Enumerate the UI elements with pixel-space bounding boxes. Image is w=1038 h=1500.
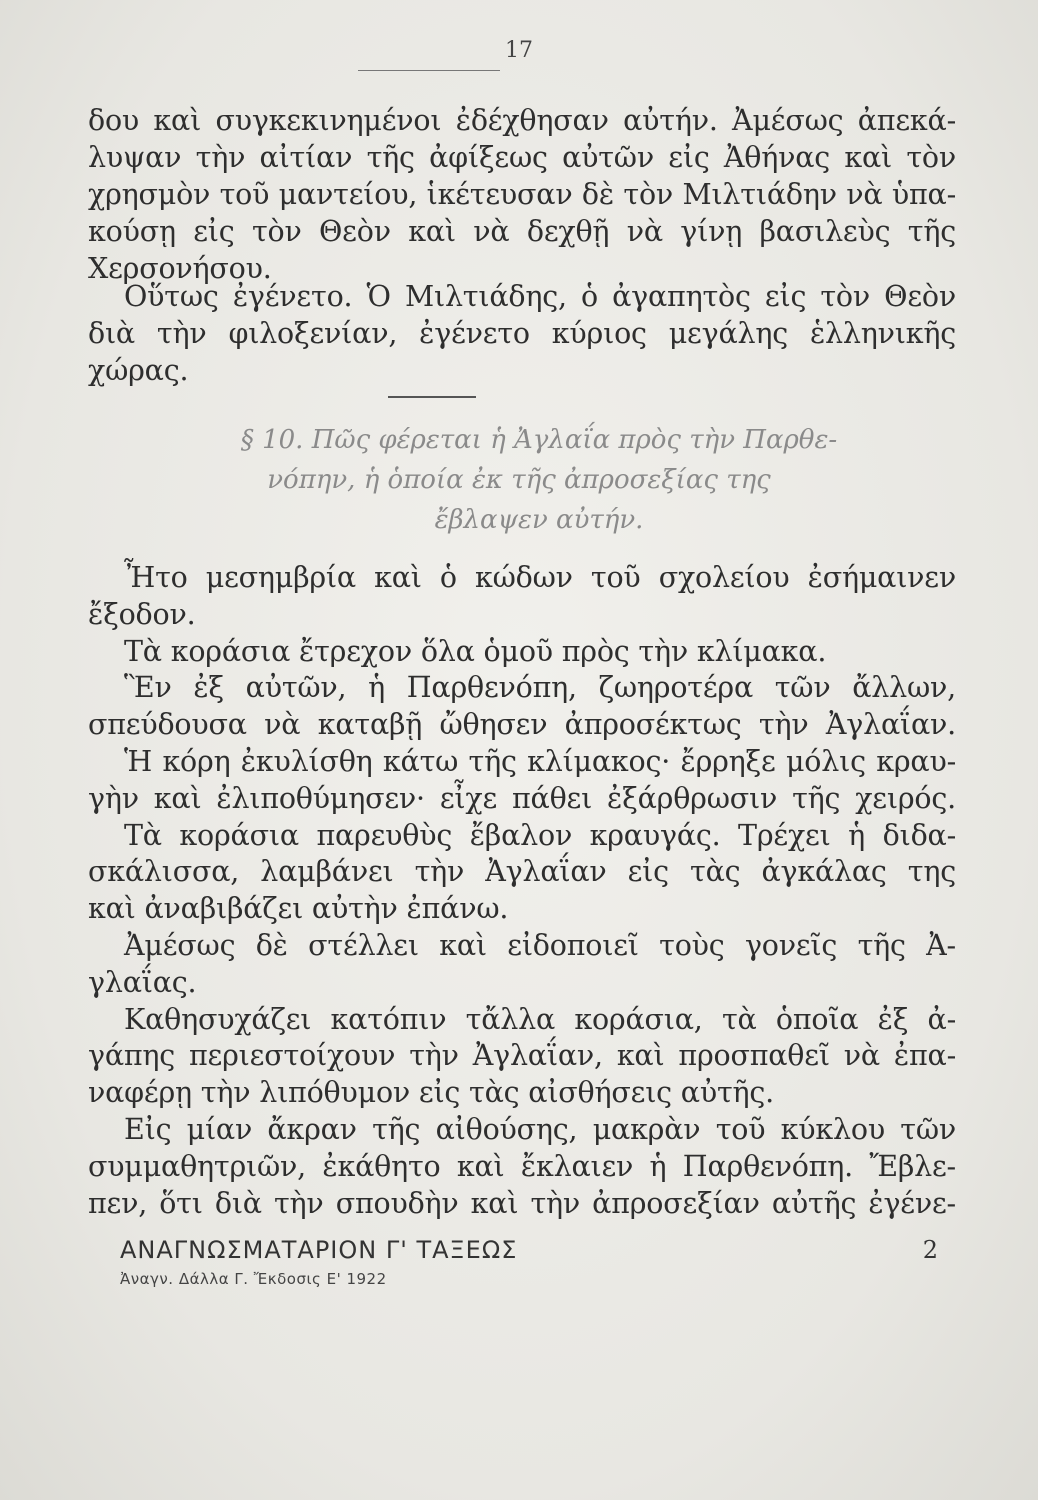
text-line: κούσῃ εἰς τὸν Θεὸν καὶ νὰ δεχθῇ νὰ γίνῃ βασιλεὺς τῆς	[88, 215, 956, 248]
text-line: καὶ ἀναβιβάζει αὐτὴν ἐπάνω.	[88, 892, 509, 926]
signature-number: 2	[922, 1236, 938, 1264]
text-line: δου καὶ συγκεκινημένοι ἐδέχθησαν αὐτήν. Ἀμέσως ἀπεκά-	[88, 104, 956, 137]
paragraph-miltiades	[88, 278, 956, 389]
text-line: γὴν καὶ ἐλιποθύμησεν· εἶχε πάθει ἐξάρθρωσιν τῆς χειρός.	[88, 781, 956, 815]
header-rule	[358, 70, 500, 71]
text-line: ἔξοδον.	[88, 597, 196, 631]
text-line: γάπης περιεστοίχουν τὴν Ἀγλαΐαν, καὶ προσπαθεῖ νὰ ἐπα-	[88, 1039, 956, 1073]
signature-line	[120, 1236, 950, 1264]
text-line: Οὕτως ἐγένετο. Ὁ Μιλτιάδης, ὁ ἀγαπητὸς εἰς τὸν Θεὸν	[124, 280, 956, 313]
text-line: Τὰ κοράσια ἔτρεχον ὅλα ὁμοῦ πρὸς τὴν κλίμακα.	[124, 634, 827, 668]
section-body	[88, 560, 956, 1222]
text-line: ναφέρῃ τὴν λιπόθυμον εἰς τὰς αἰσθήσεις αὐτῆς.	[88, 1076, 775, 1110]
text-line: Ἦτο μεσημβρία καὶ ὁ κώδων τοῦ σχολείου ἐσήμαινεν	[124, 561, 956, 594]
text-line: Εἰς μίαν ἄκραν τῆς αἰθούσης, μακρὰν τοῦ κύκλου τῶν	[124, 1112, 956, 1146]
section-heading-line: ἔβλαψεν αὐτήν.	[434, 505, 644, 535]
text-line: διὰ τὴν φιλοξενίαν, ἐγένετο κύριος μεγάλης ἑλληνικῆς	[88, 317, 956, 350]
text-line: Χερσονήσου.	[88, 252, 272, 285]
signature-text: ΑΝΑΓΝΩΣΜΑΤΑΡΙΟΝ Γ' ΤΑΞΕΩΣ	[120, 1236, 518, 1264]
section-heading	[0, 420, 1038, 540]
section-heading-line: § 10. Πῶς φέρεται ἡ Ἀγλαΐα πρὸς τὴν Παρθε-	[240, 425, 838, 455]
text-line: χώρας.	[88, 354, 189, 387]
text-line: σκάλισσα, λαμβάνει τὴν Ἀγλαΐαν εἰς τὰς ἀγκάλας της	[88, 855, 956, 889]
text-line: λυψαν τὴν αἰτίαν τῆς ἀφίξεως αὐτῶν εἰς Ἀθήνας καὶ τὸν	[88, 141, 956, 174]
text-line: Ἓν ἐξ αὐτῶν, ἡ Παρθενόπη, ζωηροτέρα τῶν ἄλλων,	[124, 671, 956, 705]
text-line: Τὰ κοράσια παρευθὺς ἔβαλον κραυγάς. Τρέχει ἡ διδα-	[124, 818, 956, 852]
paragraph-continued	[88, 102, 956, 287]
text-line: Ἡ κόρη ἐκυλίσθη κάτω τῆς κλίμακος· ἔρρηξε μόλις κραυ-	[124, 744, 956, 778]
text-line: γλαΐας.	[88, 965, 197, 999]
page-number: 17	[505, 38, 533, 63]
text-line: πεν, ὅτι διὰ τὴν σπουδὴν καὶ τὴν ἀπροσεξίαν αὐτῆς ἐγένε-	[88, 1186, 956, 1220]
section-heading-line: νόπην, ἡ ὁποία ἐκ τῆς ἀπροσεξίας της	[267, 465, 771, 495]
text-line: Καθησυχάζει κατόπιν τἄλλα κοράσια, τὰ ὁποῖα ἐξ ἀ-	[124, 1002, 956, 1036]
text-line: Ἀμέσως δὲ στέλλει καὶ εἰδοποιεῖ τοὺς γονεῖς τῆς Ἀ-	[124, 928, 956, 962]
text-line: σπεύδουσα νὰ καταβῇ ὤθησεν ἀπροσέκτως τὴν Ἀγλαΐαν.	[88, 708, 956, 742]
section-divider	[388, 396, 476, 398]
imprint-line: Ἀναγν. Δάλλα Γ. Ἔκδοσις Ε' 1922	[120, 1270, 387, 1288]
text-line: συμμαθητριῶν, ἐκάθητο καὶ ἔκλαιεν ἡ Παρθενόπη. Ἔβλε-	[88, 1149, 956, 1183]
text-line: χρησμὸν τοῦ μαντείου, ἱκέτευσαν δὲ τὸν Μιλτιάδην νὰ ὑπα-	[88, 178, 956, 211]
